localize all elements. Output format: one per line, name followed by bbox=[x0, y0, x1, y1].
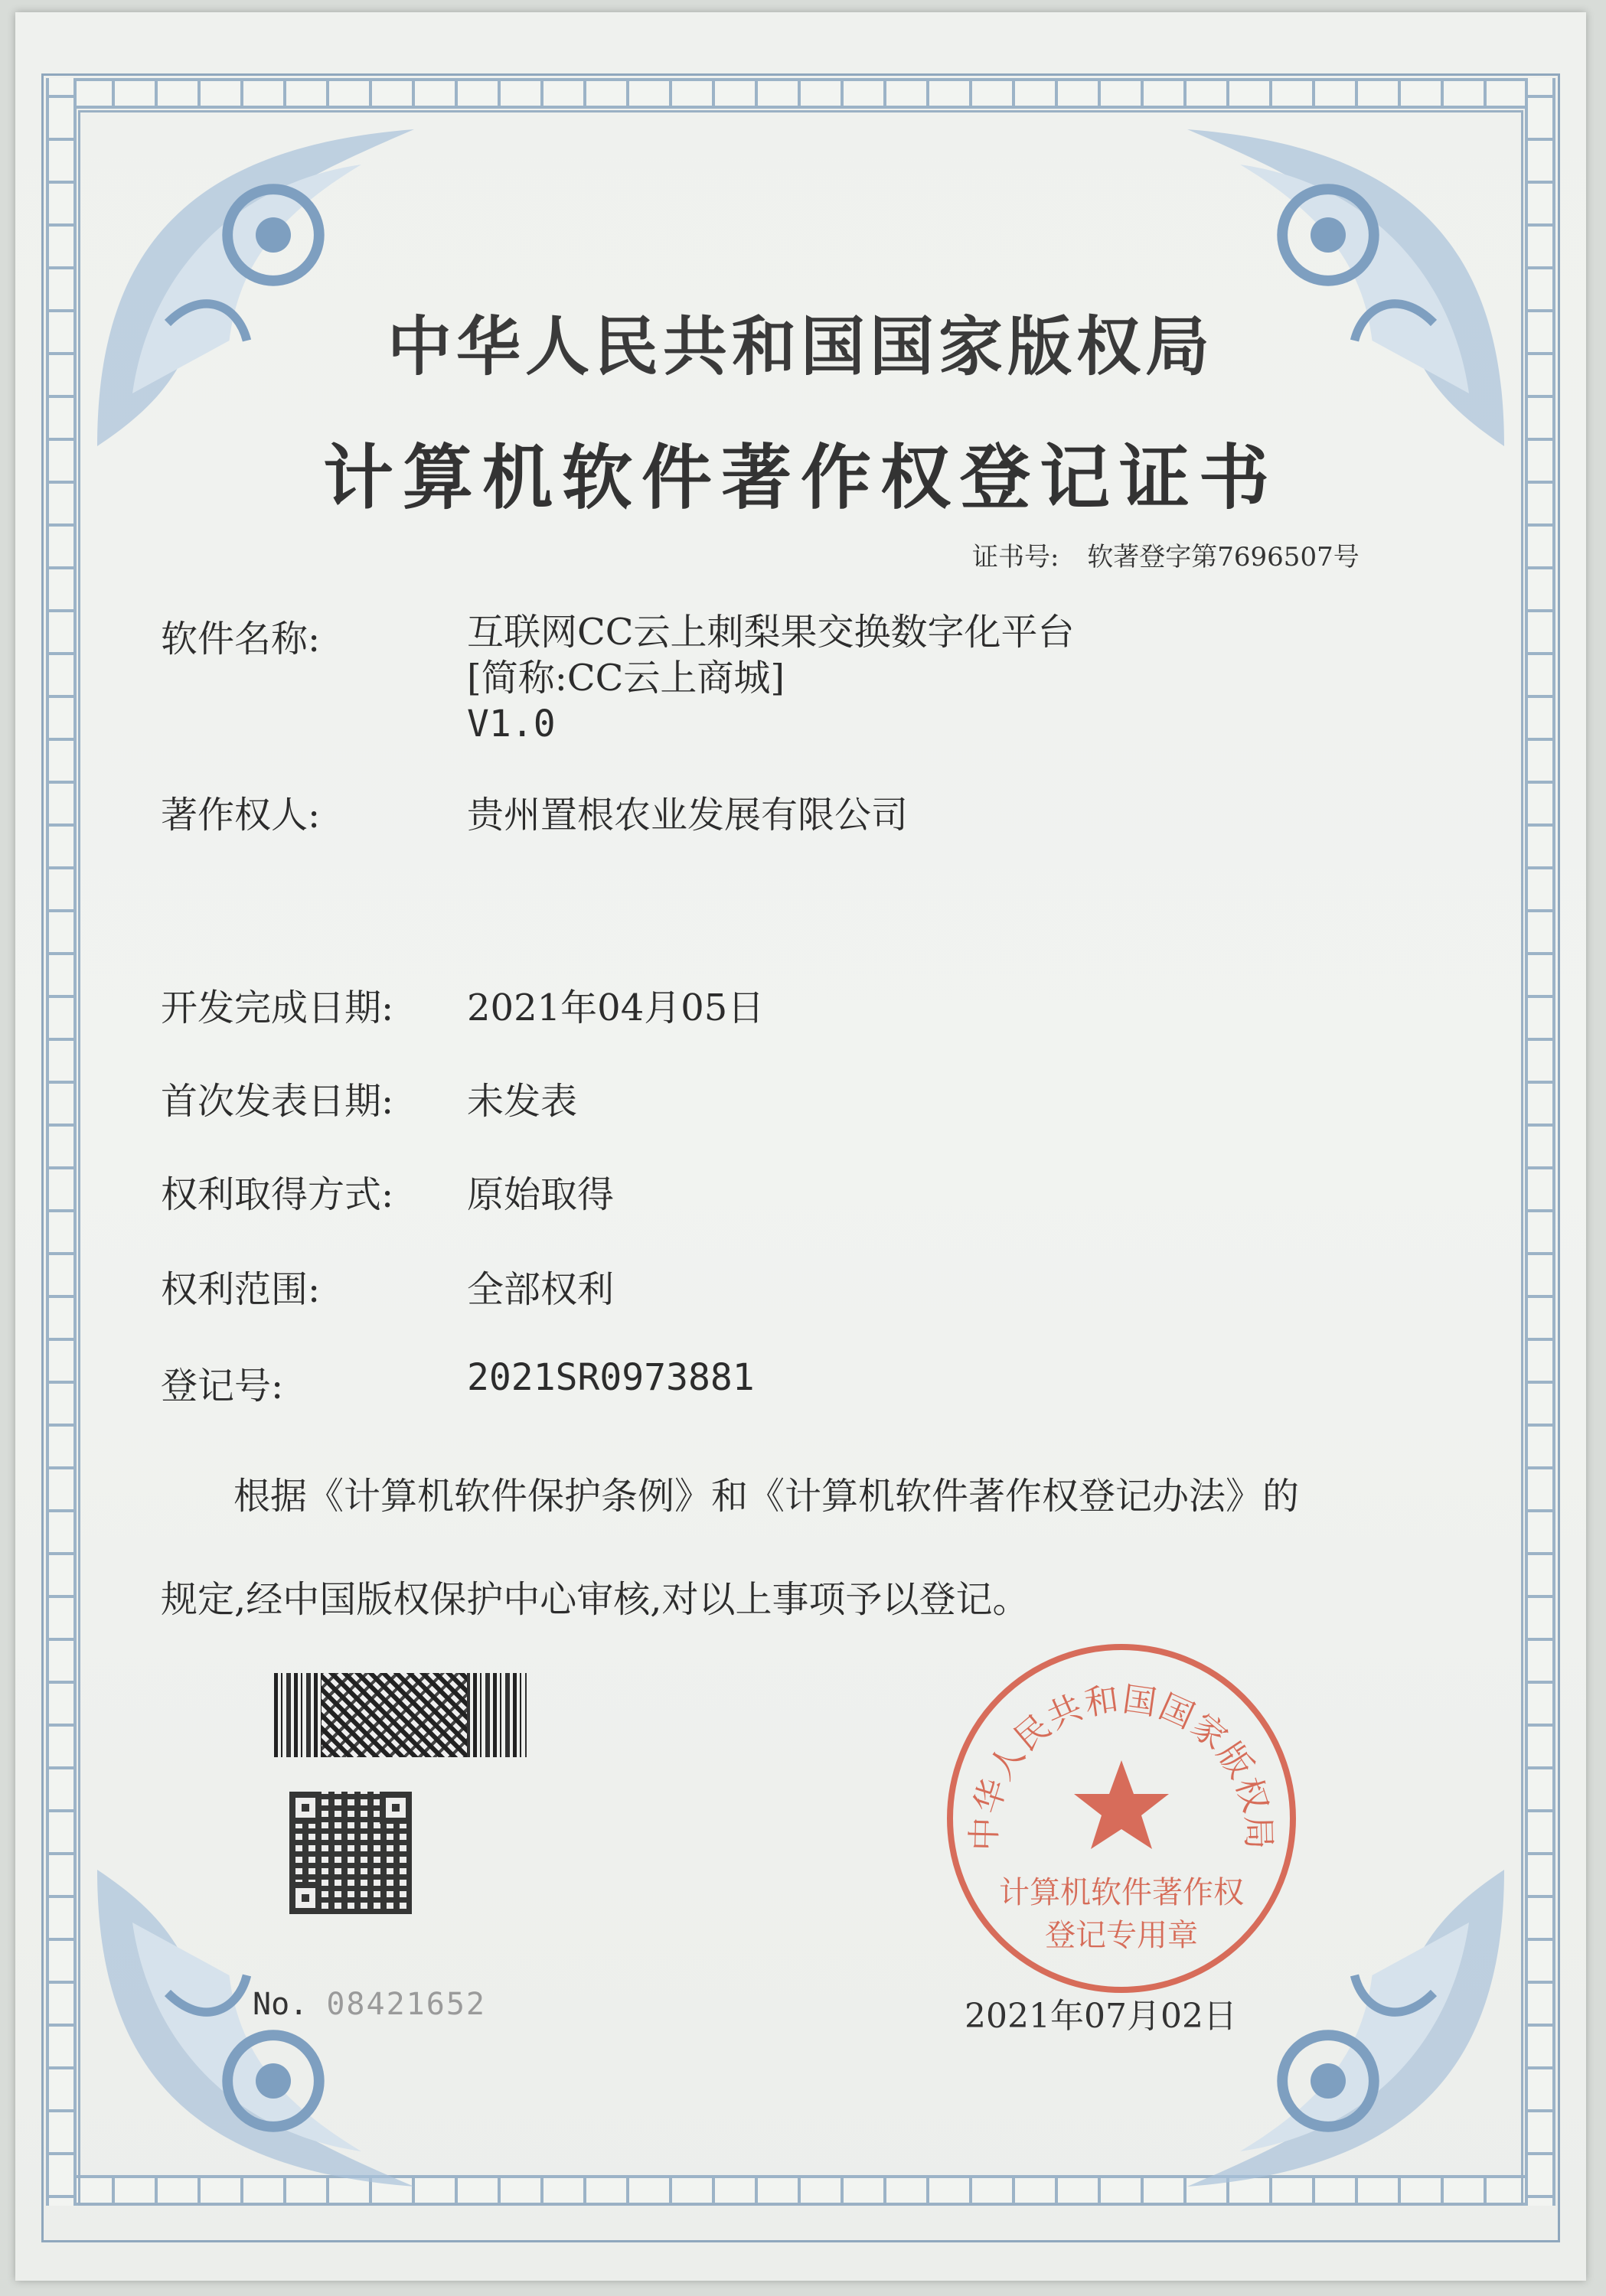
serial-number bbox=[253, 1987, 486, 2022]
serial-prefix: No. bbox=[253, 1987, 308, 2022]
corner-ornament-top-right bbox=[1170, 112, 1522, 464]
seal-outer-text: 中华人民共和国国家版权局 bbox=[965, 1679, 1278, 1851]
copyright-owner-label: 著作权人: bbox=[161, 794, 321, 837]
acquisition-method-value: 原始取得 bbox=[467, 1173, 615, 1216]
seal-star-icon bbox=[1074, 1760, 1169, 1849]
official-seal bbox=[938, 1635, 1305, 2002]
rights-scope-label: 权利范围: bbox=[161, 1268, 321, 1311]
software-name-label: 软件名称: bbox=[161, 618, 321, 660]
corner-ornament-top-left bbox=[80, 112, 432, 464]
software-name-line: 互联网CC云上刺梨果交换数字化平台 bbox=[467, 611, 1075, 654]
software-version-line: V1.0 bbox=[467, 703, 556, 745]
rights-scope-value: 全部权利 bbox=[467, 1268, 615, 1311]
certificate-number-value: 软著登字第7696507号 bbox=[1087, 542, 1360, 572]
software-name-value bbox=[467, 609, 1074, 747]
acquisition-method-label: 权利取得方式: bbox=[161, 1173, 394, 1216]
issuing-authority: 中华人民共和国国家版权局 bbox=[387, 308, 1214, 384]
top-meander-border bbox=[46, 78, 1555, 109]
seal-inner-line-2: 登记专用章 bbox=[1045, 1918, 1198, 1953]
certificate-title: 计算机软件著作权登记证书 bbox=[322, 436, 1278, 519]
certificate-number bbox=[972, 536, 1379, 573]
barcode bbox=[274, 1673, 527, 1757]
qr-code bbox=[289, 1792, 412, 1914]
issue-date: 2021年07月02日 bbox=[965, 1997, 1237, 2036]
completion-date-value: 2021年04月05日 bbox=[467, 987, 765, 1029]
copyright-owner-value: 贵州置根农业发展有限公司 bbox=[467, 794, 909, 837]
left-meander-border bbox=[46, 78, 77, 2206]
right-meander-border bbox=[1525, 78, 1555, 2206]
first-publication-date-value: 未发表 bbox=[467, 1080, 578, 1123]
first-publication-date-label: 首次发表日期: bbox=[161, 1080, 394, 1123]
completion-date-label: 开发完成日期: bbox=[161, 987, 394, 1029]
certificate-number-label: 证书号: bbox=[972, 542, 1059, 572]
statement-line-1: 根据《计算机软件保护条例》和《计算机软件著作权登记办法》的 bbox=[233, 1475, 1300, 1518]
certificate-sheet bbox=[15, 12, 1586, 2281]
registration-number-label: 登记号: bbox=[161, 1365, 284, 1407]
software-short-name-line: [简称:CC云上商城] bbox=[467, 657, 785, 700]
statement-line-2: 规定,经中国版权保护中心审核,对以上事项予以登记。 bbox=[161, 1578, 1030, 1621]
seal-inner-line-1: 计算机软件著作权 bbox=[999, 1875, 1244, 1910]
registration-number-value: 2021SR0973881 bbox=[467, 1356, 755, 1399]
serial-number-value: 08421652 bbox=[326, 1987, 486, 2022]
